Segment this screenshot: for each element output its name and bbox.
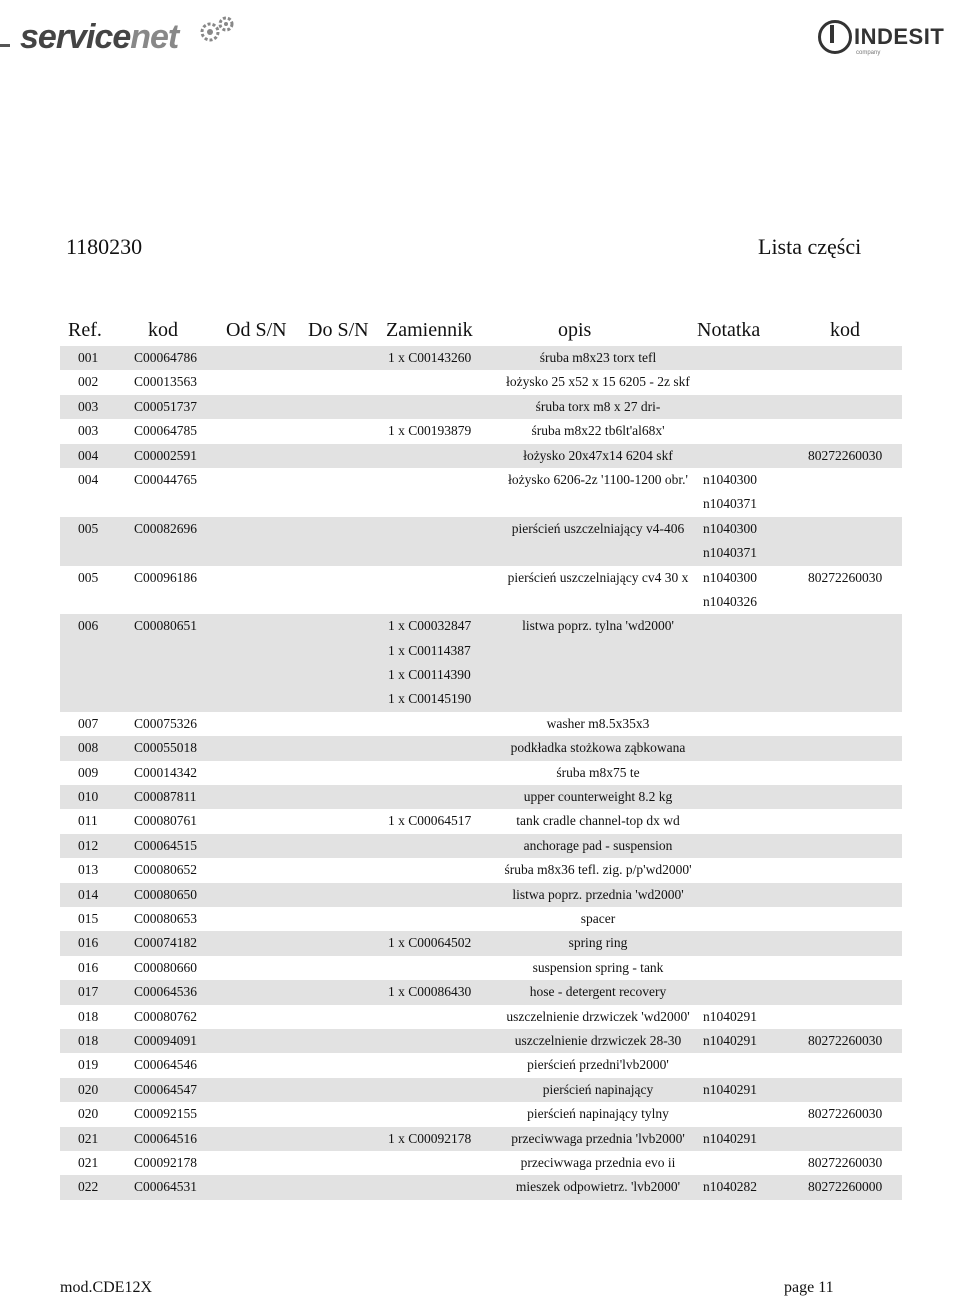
cell-opis: przeciwwaga przednia 'lvb2000' (511, 1130, 685, 1146)
cell-opis: przeciwwaga przednia evo ii (520, 1154, 676, 1170)
table-row (60, 541, 902, 565)
cell-kod: C00080761 (134, 813, 198, 829)
cell-zamiennik: 1 x C00092178 (388, 1130, 472, 1146)
table-row (60, 1127, 902, 1151)
cell-zamiennik: 1 x C00114390 (388, 667, 471, 683)
table-row (60, 395, 902, 419)
document-title: Lista części (758, 234, 862, 259)
table-row (60, 370, 902, 394)
table-row (60, 419, 902, 443)
cell-zamiennik: 1 x C00064517 (388, 813, 472, 829)
cell-ref: 021 (78, 1130, 99, 1146)
table-row (60, 761, 902, 785)
cell-kod: C00013563 (134, 374, 198, 390)
cell-notatka: n1040291 (703, 1130, 757, 1146)
cell-kod2: 80272260030 (808, 1106, 883, 1122)
cell-ref: 010 (78, 789, 99, 805)
cell-kod2: 80272260030 (808, 447, 883, 463)
cell-kod2: 80272260000 (808, 1179, 883, 1195)
table-row (60, 346, 902, 370)
cell-notatka: n1040300 (703, 569, 757, 585)
cell-opis: uszczelnienie drzwiczek 'wd2000' (506, 1008, 690, 1024)
cell-ref: 020 (78, 1106, 99, 1122)
cell-notatka: n1040371 (703, 545, 757, 561)
col-od-sn: Od S/N (226, 319, 287, 341)
table-row (60, 614, 902, 638)
cell-ref: 004 (78, 447, 99, 463)
gears-icon (198, 14, 238, 44)
cell-kod: C00002591 (134, 447, 198, 463)
table-row (60, 980, 902, 1004)
cell-opis: listwa poprz. tylna 'wd2000' (522, 618, 674, 634)
table-row (60, 639, 902, 663)
cell-opis: podkładka stożkowa ząbkowana (510, 740, 686, 756)
cell-opis: suspension spring - tank (532, 959, 664, 975)
cell-kod: C00064547 (134, 1081, 198, 1097)
table-row (60, 517, 902, 541)
table-row (60, 809, 902, 833)
cell-opis: pierścień uszczelniający cv4 30 x (507, 569, 689, 585)
cell-opis: śruba m8x23 torx tefl (539, 350, 657, 365)
cell-opis: łożysko 6206-2z '1100-1200 obr.' (508, 471, 688, 487)
cell-opis: spacer (580, 910, 616, 926)
cell-kod: C00064531 (134, 1179, 198, 1195)
cell-opis: śruba torx m8 x 27 dri- (535, 398, 661, 414)
cell-kod: C00074182 (134, 935, 198, 951)
cell-zamiennik: 1 x C00032847 (388, 618, 472, 634)
cell-notatka: n1040291 (703, 1008, 757, 1024)
cell-kod: C00080762 (134, 1008, 198, 1024)
cell-ref: 016 (78, 959, 99, 975)
table-row (60, 858, 902, 882)
cell-kod: C00014342 (134, 764, 198, 780)
table-row (60, 444, 902, 468)
table-row (60, 1151, 902, 1175)
cell-zamiennik: 1 x C00086430 (388, 984, 472, 1000)
col-kod: kod (148, 319, 178, 341)
cell-kod: C00094091 (134, 1032, 198, 1048)
table-row (60, 492, 902, 516)
cell-ref: 005 (78, 520, 99, 536)
cell-ref: 011 (78, 813, 98, 829)
cell-opis: hose - detergent recovery (529, 984, 667, 1000)
cell-notatka: n1040300 (703, 520, 757, 536)
cell-zamiennik: 1 x C00064502 (388, 935, 472, 951)
cell-ref: 002 (78, 374, 99, 390)
footer-page-number: page 11 (784, 1279, 834, 1296)
table-row (60, 712, 902, 736)
cell-kod: C00082696 (134, 520, 198, 536)
cell-kod: C00080650 (134, 886, 198, 902)
cell-kod2: 80272260030 (808, 569, 883, 585)
col-ref: Ref. (68, 319, 102, 341)
cell-kod: C00075326 (134, 715, 198, 731)
cell-ref: 017 (78, 984, 99, 1000)
cell-ref: 014 (78, 886, 99, 902)
cell-opis: tank cradle channel-top dx wd (516, 813, 680, 829)
table-row (60, 907, 902, 931)
cell-kod: C00064536 (134, 984, 198, 1000)
cell-notatka: n1040371 (703, 496, 757, 512)
servicenet-logo: servicenet (20, 18, 179, 56)
cell-ref: 006 (78, 618, 99, 634)
table-row (60, 566, 902, 590)
col-do-sn: Do S/N (308, 319, 369, 341)
cell-opis: pierścień napinający tylny (527, 1106, 669, 1122)
table-row (60, 1029, 902, 1053)
table-row (60, 931, 902, 955)
table-row (60, 663, 902, 687)
cell-notatka: n1040282 (703, 1179, 757, 1195)
cell-kod: C00092178 (134, 1154, 198, 1170)
table-row (60, 834, 902, 858)
cell-ref: 004 (78, 471, 99, 487)
cell-kod: C00092155 (134, 1106, 198, 1122)
indesit-logo-circle-icon (818, 20, 852, 54)
cell-ref: 003 (78, 398, 99, 414)
cell-kod: C00064786 (134, 350, 198, 365)
cell-kod2: 80272260030 (808, 1154, 883, 1170)
table-row (60, 1005, 902, 1029)
col-opis: opis (558, 319, 592, 341)
cell-ref: 016 (78, 935, 99, 951)
cell-kod: C00080660 (134, 959, 198, 975)
cell-kod: C00064785 (134, 423, 198, 439)
cell-opis: pierścień przedni'lvb2000' (527, 1057, 669, 1073)
cell-kod2: 80272260030 (808, 1032, 883, 1048)
cell-notatka: n1040300 (703, 471, 757, 487)
cell-kod: C00055018 (134, 740, 198, 756)
cell-opis: śruba m8x22 tb6lt'al68x' (531, 423, 665, 439)
cell-opis: łożysko 20x47x14 6204 skf (523, 447, 673, 463)
header-rule (0, 44, 10, 47)
cell-ref: 020 (78, 1081, 99, 1097)
cell-opis: mieszek odpowietrz. 'lvb2000' (515, 1179, 681, 1195)
cell-ref: 021 (78, 1154, 99, 1170)
cell-ref: 018 (78, 1032, 99, 1048)
cell-zamiennik: 1 x C00145190 (388, 691, 472, 707)
cell-zamiennik: 1 x C00114387 (388, 642, 471, 658)
cell-ref: 018 (78, 1008, 99, 1024)
cell-opis: washer m8.5x35x3 (546, 715, 650, 731)
cell-opis: uszczelnienie drzwiczek 28-30 (514, 1032, 682, 1048)
cell-kod: C00044765 (134, 471, 198, 487)
table-row (60, 956, 902, 980)
cell-ref: 015 (78, 910, 99, 926)
table-row (60, 1175, 902, 1199)
cell-opis: śruba m8x75 te (556, 764, 640, 780)
table-row (60, 468, 902, 492)
cell-opis: listwa poprz. przednia 'wd2000' (512, 886, 684, 902)
cell-opis: łożysko 25 x52 x 15 6205 - 2z skf (506, 374, 690, 390)
parts-table (60, 346, 902, 1200)
cell-opis: pierścień uszczelniający v4-406 (511, 520, 685, 536)
col-notatka: Notatka (697, 319, 761, 341)
cell-zamiennik: 1 x C00193879 (388, 423, 472, 439)
table-row (60, 687, 902, 711)
cell-ref: 012 (78, 837, 99, 853)
cell-notatka: n1040291 (703, 1081, 757, 1097)
cell-kod: C00064516 (134, 1130, 198, 1146)
cell-opis: śruba m8x36 tefl. zig. p/p'wd2000' (504, 862, 692, 878)
table-row (60, 1053, 902, 1077)
cell-kod: C00087811 (134, 789, 197, 805)
cell-ref: 022 (78, 1179, 99, 1195)
document-number: 1180230 (66, 234, 143, 259)
cell-ref: 009 (78, 764, 99, 780)
table-row (60, 736, 902, 760)
cell-ref: 019 (78, 1057, 99, 1073)
table-row (60, 590, 902, 614)
cell-zamiennik: 1 x C00143260 (388, 350, 472, 365)
cell-kod: C00080651 (134, 618, 198, 634)
cell-opis: upper counterweight 8.2 kg (523, 789, 673, 805)
footer-form-code: mod.CDE12X (60, 1279, 152, 1296)
cell-ref: 003 (78, 423, 99, 439)
cell-ref: 005 (78, 569, 99, 585)
table-row (60, 1078, 902, 1102)
cell-ref: 008 (78, 740, 99, 756)
cell-kod: C00080653 (134, 910, 198, 926)
table-row (60, 883, 902, 907)
cell-kod: C00080652 (134, 862, 198, 878)
col-zamiennik: Zamiennik (386, 319, 473, 341)
cell-notatka: n1040326 (703, 593, 757, 609)
cell-ref: 013 (78, 862, 99, 878)
col-kod2: kod (830, 319, 860, 341)
cell-kod: C00064515 (134, 837, 198, 853)
table-row (60, 785, 902, 809)
cell-kod: C00096186 (134, 569, 198, 585)
cell-notatka: n1040291 (703, 1032, 757, 1048)
cell-opis: spring ring (568, 935, 628, 951)
indesit-logo: INDESIT company (818, 20, 960, 60)
cell-kod: C00051737 (134, 398, 198, 414)
cell-kod: C00064546 (134, 1057, 198, 1073)
cell-ref: 007 (78, 715, 99, 731)
cell-ref: 001 (78, 350, 99, 365)
cell-opis: pierścień napinający (542, 1081, 654, 1097)
cell-opis: anchorage pad - suspension (523, 837, 673, 853)
table-row (60, 1102, 902, 1126)
